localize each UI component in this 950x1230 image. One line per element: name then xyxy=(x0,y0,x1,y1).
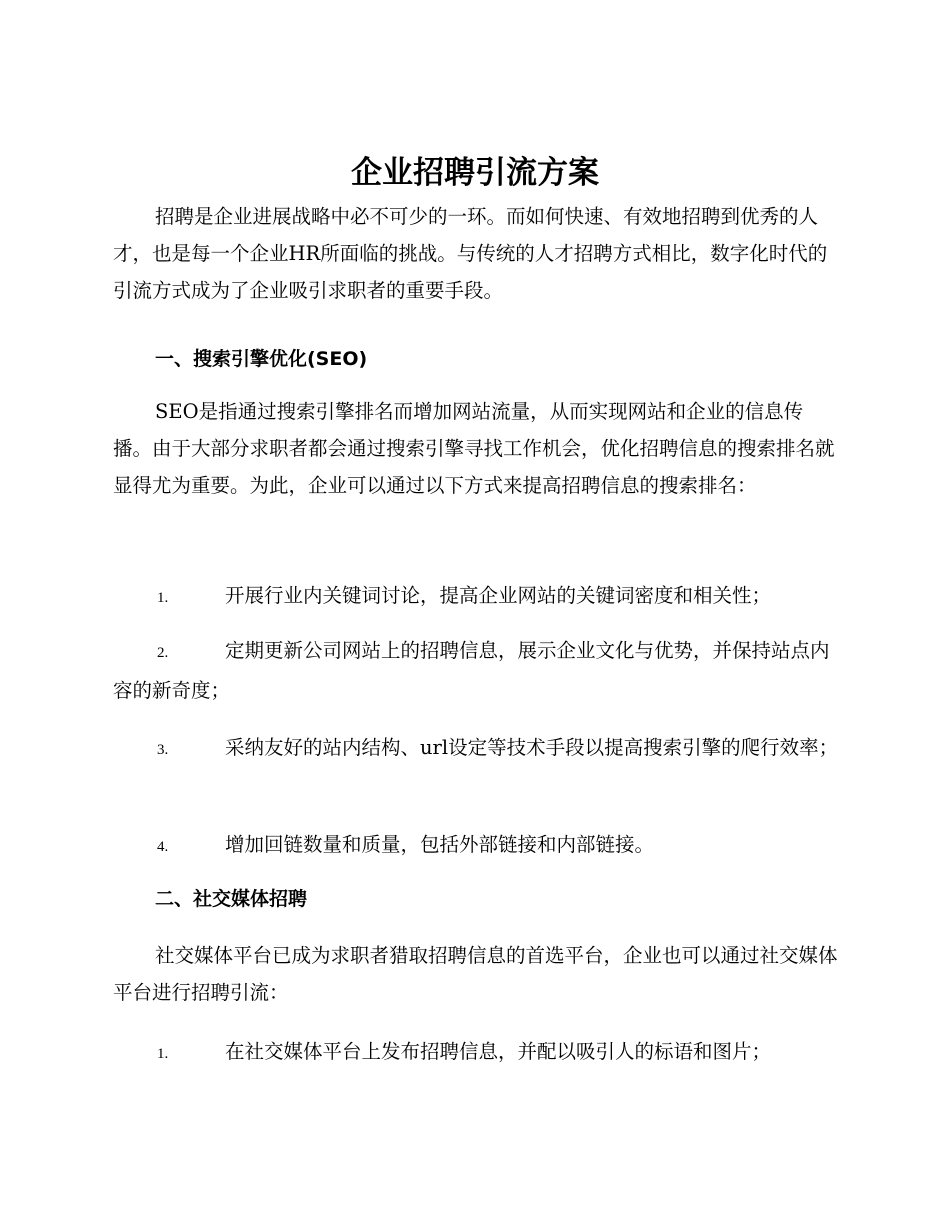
list-item-text: 在社交媒体平台上发布招聘信息，并配以吸引人的标语和图片； xyxy=(225,1040,772,1063)
page-title: 企业招聘引流方案 xyxy=(351,155,599,191)
list-item-text: 开展行业内关键词讨论，提高企业网站的关键词密度和相关性； xyxy=(225,584,772,607)
list-item-text: 采纳友好的站内结构、url设定等技术手段以提高搜索引擎的爬行效率； xyxy=(225,736,839,759)
list-item-number: 2. xyxy=(157,645,169,661)
list-item xyxy=(113,577,839,617)
list-item xyxy=(113,729,839,769)
social-paragraph: 社交媒体平台已成为求职者猎取招聘信息的首选平台，企业也可以通过社交媒体平台进行招聘引流： xyxy=(113,944,838,1004)
list-item-text: 定期更新公司网站上的招聘信息，展示企业文化与优势，并保持站点内容的新奇度； xyxy=(113,639,830,702)
list-item xyxy=(113,826,839,866)
list-item-number: 3. xyxy=(157,742,169,758)
section-heading-seo: 一、搜索引擎优化(SEO) xyxy=(155,348,368,370)
list-item-number: 4. xyxy=(157,839,169,855)
list-item-number: 1. xyxy=(157,590,169,606)
seo-paragraph: SEO是指通过搜索引擎排名而增加网站流量，从而实现网站和企业的信息传播。由于大部分求职者都会通过搜索引擎寻找工作机会，优化招聘信息的搜索排名就显得尤为重要。为此，企业可以通过以下方式来提高招聘信息的搜索排名： xyxy=(113,400,835,497)
intro-paragraph: 招聘是企业进展战略中必不可少的一环。而如何快速、有效地招聘到优秀的人才，也是每一个企业HR所面临的挑战。与传统的人才招聘方式相比，数字化时代的引流方式成为了企业吸引求职者的重要手段。 xyxy=(113,205,828,302)
section-heading-social: 二、社交媒体招聘 xyxy=(155,888,308,910)
list-item-number: 1. xyxy=(157,1046,169,1062)
list-item xyxy=(113,1033,839,1073)
list-item-text: 增加回链数量和质量，包括外部链接和内部链接。 xyxy=(225,833,655,856)
list-item xyxy=(113,632,839,709)
